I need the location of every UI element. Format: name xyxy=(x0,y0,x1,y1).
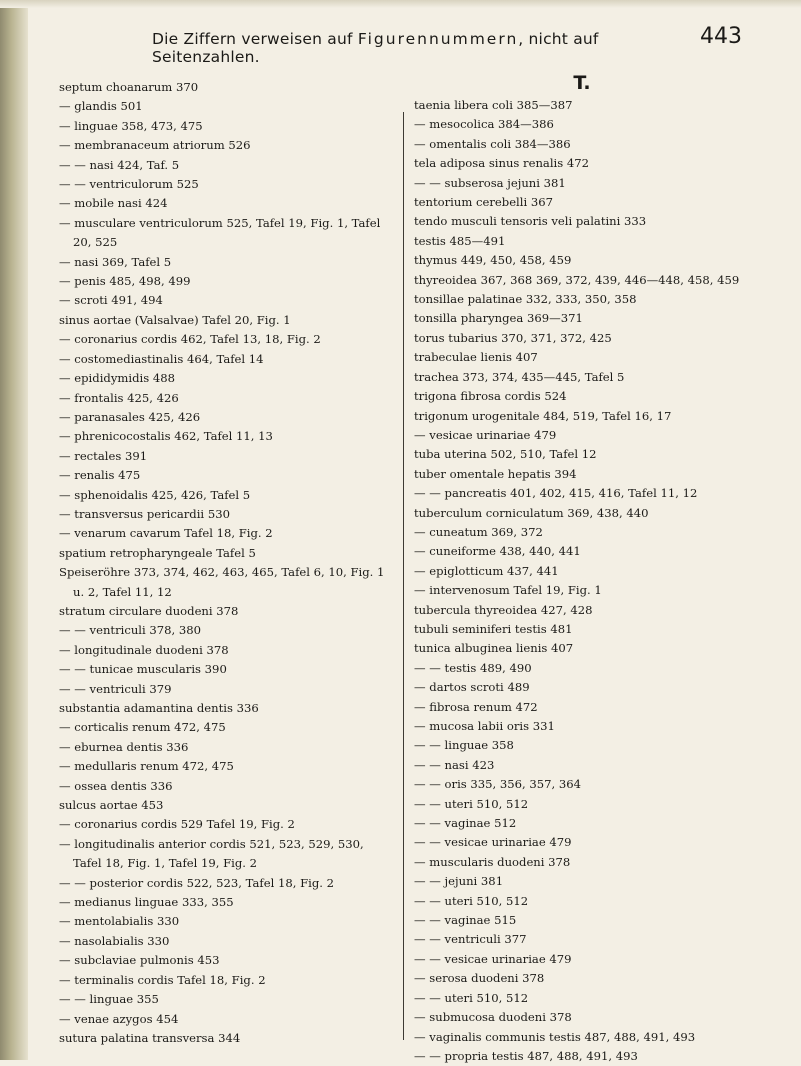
index-entry: — — jejuni 381 xyxy=(414,874,504,889)
running-header xyxy=(152,30,692,66)
header-emphasis: Figurennummern xyxy=(357,30,519,48)
index-entry: torus tubarius 370, 371, 372, 425 xyxy=(414,330,612,345)
index-entry: — intervenosum Tafel 19, Fig. 1 xyxy=(414,583,602,598)
index-entry: Speiseröhre 373, 374, 462, 463, 465, Tafel 6, 10, Fig. 1 u. 2, Tafel 11, 12 xyxy=(59,565,385,599)
index-entry: — longitudinalis anterior cordis 521, 523, 529, 530, Tafel 18, Fig. 1, Tafel 19, Fig. 2 xyxy=(59,836,364,871)
index-entry: — — ventriculi 378, 380 xyxy=(59,623,202,638)
index-entry: — — testis 489, 490 xyxy=(414,660,532,675)
index-entry: — muscularis duodeni 378 xyxy=(414,854,571,869)
index-entry: septum choanarum 370 xyxy=(59,80,199,94)
index-entry: sulcus aortae 453 xyxy=(59,798,164,813)
column-divider xyxy=(403,112,404,1040)
index-entry: — — uteri 510, 512 xyxy=(414,893,529,908)
header-suffix: , nicht auf Seitenzahlen. xyxy=(152,30,599,66)
index-entry: substantia adamantina dentis 336 xyxy=(59,701,259,715)
index-entry: taenia libera coli 385—387 xyxy=(414,98,573,112)
index-entry: — medianus linguae 333, 355 xyxy=(59,895,234,910)
index-entry: — serosa duodeni 378 xyxy=(414,971,545,986)
index-entry: — costomediastinalis 464, Tafel 14 xyxy=(59,351,264,366)
index-entry: — rectales 391 xyxy=(59,448,148,463)
index-entry: — — vesicae urinariae 479 xyxy=(414,835,572,850)
index-entry: — — ventriculi 379 xyxy=(59,681,172,696)
index-entry: — — nasi 423 xyxy=(414,757,495,772)
index-entry: — — vaginae 512 xyxy=(414,816,517,831)
header-prefix: Die Ziffern verweisen auf xyxy=(152,30,358,48)
index-entry: — — ventriculorum 525 xyxy=(59,177,199,192)
index-entry: — — vaginae 515 xyxy=(414,913,517,928)
index-entry: — terminalis cordis Tafel 18, Fig. 2 xyxy=(59,972,266,987)
index-entry: — renalis 475 xyxy=(59,468,141,483)
page-top-edge xyxy=(0,0,801,8)
index-entry: thymus 449, 450, 458, 459 xyxy=(414,253,572,268)
index-entry: — — tunicae muscularis 390 xyxy=(59,662,227,677)
index-entry: — — oris 335, 356, 357, 364 xyxy=(414,777,582,792)
index-entry: — coronarius cordis 529 Tafel 19, Fig. 2 xyxy=(59,817,295,832)
index-entry: — linguae 358, 473, 475 xyxy=(59,118,203,133)
index-entry: — mucosa labii oris 331 xyxy=(414,719,555,733)
index-entry: stratum circulare duodeni 378 xyxy=(59,603,239,618)
index-entry: — longitudinale duodeni 378 xyxy=(59,642,229,657)
index-entry: — — subserosa jejuni 381 xyxy=(414,175,566,190)
index-entry: tubercula thyreoidea 427, 428 xyxy=(414,602,593,617)
index-entry: — epiglotticum 437, 441 xyxy=(414,563,559,578)
index-column-left xyxy=(59,78,395,1048)
index-entry: — — uteri 510, 512 xyxy=(414,990,529,1005)
index-entry: tuba uterina 502, 510, Tafel 12 xyxy=(414,447,597,462)
index-column-right xyxy=(414,70,780,1066)
index-entry: tonsilla pharyngea 369—371 xyxy=(414,311,583,326)
index-entry: sinus aortae (Valsalvae) Tafel 20, Fig. 1 xyxy=(59,312,291,327)
index-entry: — penis 485, 498, 499 xyxy=(59,274,191,289)
index-entry: — vesicae urinariae 479 xyxy=(414,427,557,442)
index-entry: tonsillae palatinae 332, 333, 350, 358 xyxy=(414,292,637,307)
index-entry: — transversus pericardii 530 xyxy=(59,506,230,521)
index-entry: — fibrosa renum 472 xyxy=(414,699,538,714)
page-binding-edge xyxy=(0,0,28,1060)
index-entry: — venae azygos 454 xyxy=(59,1011,179,1026)
index-entry: — paranasales 425, 426 xyxy=(59,409,201,424)
index-entry: — — linguae 355 xyxy=(59,992,159,1007)
index-entry: — — ventriculi 377 xyxy=(414,932,527,947)
index-entry: tubuli seminiferi testis 481 xyxy=(414,621,573,636)
index-entry: — coronarius cordis 462, Tafel 13, 18, Fig. 2 xyxy=(59,332,321,347)
index-entry: tendo musculi tensoris veli palatini 333 xyxy=(414,214,647,229)
index-entry: — scroti 491, 494 xyxy=(59,293,163,308)
index-entry: — — pancreatis 401, 402, 415, 416, Tafel 11, 12 xyxy=(414,486,698,501)
index-entry: — ossea dentis 336 xyxy=(59,778,173,793)
index-entry: testis 485—491 xyxy=(414,233,506,248)
index-entry: thyreoidea 367, 368 369, 372, 439, 446—448, 458, 459 xyxy=(414,272,740,287)
index-entry: — cuneatum 369, 372 xyxy=(414,524,543,539)
index-entry: — — nasi 424, Taf. 5 xyxy=(59,157,180,172)
index-entry: tuber omentale hepatis 394 xyxy=(414,466,577,481)
index-entry: — mesocolica 384—386 xyxy=(414,117,554,132)
index-entry: — phrenicocostalis 462, Tafel 11, 13 xyxy=(59,429,273,444)
index-entry: tela adiposa sinus renalis 472 xyxy=(414,156,590,171)
index-entry: trigona fibrosa cordis 524 xyxy=(414,389,567,404)
index-entry: — — posterior cordis 522, 523, Tafel 18, Fig. 2 xyxy=(59,875,335,890)
index-entry: — corticalis renum 472, 475 xyxy=(59,720,226,735)
index-entry: sutura palatina transversa 344 xyxy=(59,1030,241,1045)
index-entries-right xyxy=(414,96,780,1066)
index-entry: — medullaris renum 472, 475 xyxy=(59,759,234,774)
index-entry: — venarum cavarum Tafel 18, Fig. 2 xyxy=(59,526,273,541)
index-entry: — mentolabialis 330 xyxy=(59,914,180,929)
index-entry: — — linguae 358 xyxy=(414,738,514,753)
index-entry: — mobile nasi 424 xyxy=(59,196,168,211)
index-entry: tunica albuginea lienis 407 xyxy=(414,641,574,656)
index-entry: trachea 373, 374, 435—445, Tafel 5 xyxy=(414,369,625,384)
index-entry: — cuneiforme 438, 440, 441 xyxy=(414,544,581,559)
index-entry: trigonum urogenitale 484, 519, Tafel 16, 17 xyxy=(414,408,672,423)
index-entry: — musculare ventriculorum 525, Tafel 19, Fig. 1, Tafel 20, 525 xyxy=(59,215,381,250)
index-entry: tuberculum corniculatum 369, 438, 440 xyxy=(414,505,649,520)
index-entry: spatium retropharyngeale Tafel 5 xyxy=(59,545,256,560)
index-entry: tentorium cerebelli 367 xyxy=(414,195,554,210)
index-entry: — omentalis coli 384—386 xyxy=(414,136,571,151)
page-number: 443 xyxy=(700,24,742,49)
index-entry: — submucosa duodeni 378 xyxy=(414,1010,572,1025)
index-entry: — dartos scroti 489 xyxy=(414,680,530,695)
index-entry: trabeculae lienis 407 xyxy=(414,350,538,365)
index-entry: — nasolabialis 330 xyxy=(59,933,170,948)
index-entry: — — propria testis 487, 488, 491, 493 xyxy=(414,1048,638,1063)
index-entry: — sphenoidalis 425, 426, Tafel 5 xyxy=(59,487,251,502)
index-entry: — — vesicae urinariae 479 xyxy=(414,951,572,966)
index-entry: — vaginalis communis testis 487, 488, 491, 493 xyxy=(414,1029,696,1044)
index-entry: — eburnea dentis 336 xyxy=(59,739,189,754)
index-entry: — — uteri 510, 512 xyxy=(414,796,529,811)
section-letter: T. xyxy=(573,72,591,94)
index-entry: — membranaceum atriorum 526 xyxy=(59,138,251,153)
index-entry: — frontalis 425, 426 xyxy=(59,390,179,405)
index-entry: — nasi 369, Tafel 5 xyxy=(59,254,172,269)
index-entry: — subclaviae pulmonis 453 xyxy=(59,953,220,968)
index-entry: — epididymidis 488 xyxy=(59,371,175,386)
index-entry: — glandis 501 xyxy=(59,99,143,114)
